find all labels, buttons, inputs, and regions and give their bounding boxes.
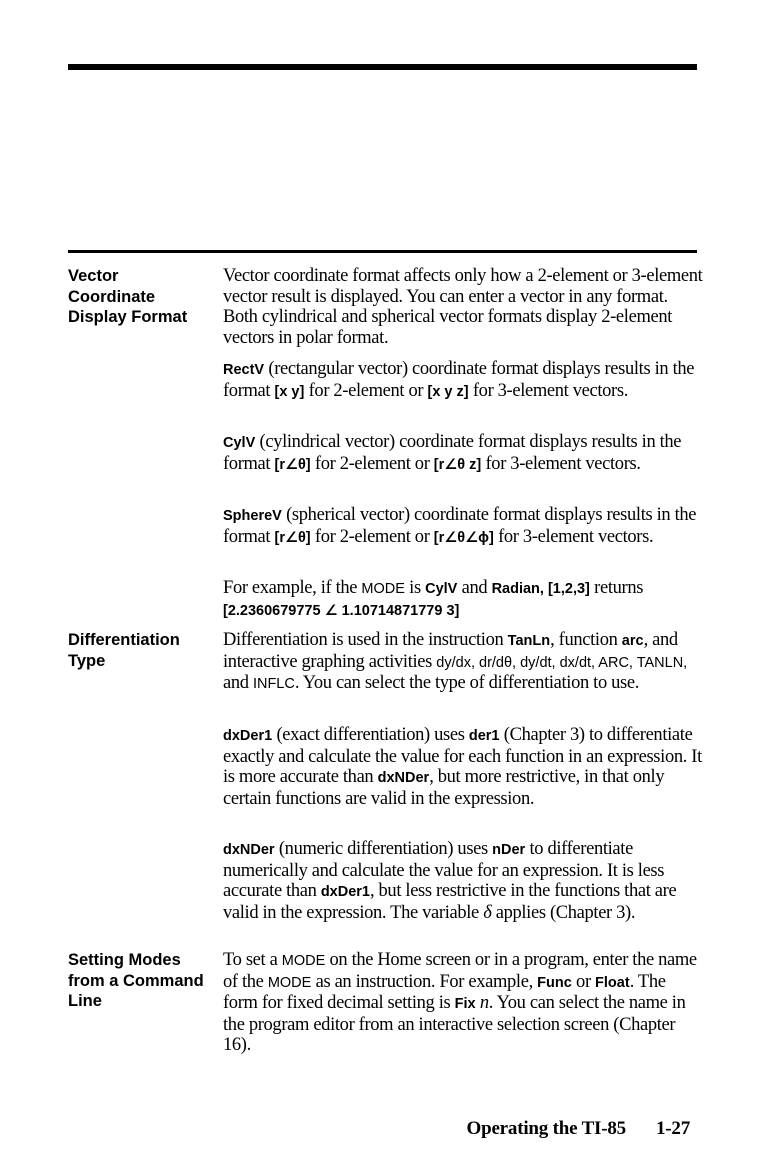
footer-title: Operating the TI-85 bbox=[466, 1118, 626, 1139]
emphasized-term: CylV bbox=[425, 581, 458, 597]
emphasized-term: INFLC bbox=[252, 676, 295, 692]
text-run: (exact differentiation) uses bbox=[272, 725, 469, 745]
emphasized-term: MODE bbox=[281, 953, 326, 969]
side-heading: Differentiation Type bbox=[68, 631, 180, 670]
text-run: for 3-element vectors. bbox=[481, 453, 641, 474]
emphasized-term: arc bbox=[621, 633, 644, 649]
paragraph bbox=[223, 630, 703, 695]
emphasized-term: MODE bbox=[267, 974, 312, 991]
emphasized-term: dxNDer bbox=[377, 770, 430, 786]
side-heading: Vector Coordinate Display Format bbox=[68, 267, 188, 326]
emphasized-term: MODE bbox=[361, 581, 405, 597]
text-run: for 2-element or bbox=[304, 380, 428, 401]
text-run: for 3-element vectors. bbox=[468, 380, 628, 401]
emphasized-term: nDer bbox=[492, 842, 526, 858]
paragraph bbox=[223, 578, 703, 621]
emphasized-term: n bbox=[479, 993, 489, 1013]
text-run: , but more restrictive, in that only certain functions are valid in the expression. bbox=[223, 767, 665, 809]
text-run: Vector coordinate format affects only how a 2-element or 3-element vector result is displayed. You can enter a vector in any format. Both cylindrical and spherical vector formats display 2-element vectors in polar format. bbox=[223, 266, 703, 348]
emphasized-term: δ bbox=[483, 902, 492, 923]
text-run: or bbox=[571, 971, 596, 992]
emphasized-term: [2.2360679775 ∠ 1.10714871779 3] bbox=[223, 602, 460, 619]
text-run: To set a bbox=[223, 950, 282, 970]
emphasized-term: TanLn bbox=[507, 633, 551, 649]
emphasized-term: Radian, [1,2,3] bbox=[491, 581, 590, 597]
emphasized-term: [r∠θ z] bbox=[433, 456, 482, 473]
top-rule bbox=[68, 64, 697, 70]
text-run: (numeric differentiation) uses bbox=[274, 839, 493, 859]
emphasized-term: [x y] bbox=[274, 383, 305, 400]
text-run: on the Home screen or in a program, enter the name of the bbox=[223, 950, 697, 992]
text-run: for 2-element or bbox=[310, 526, 434, 547]
text-run: for 3-element vectors. bbox=[493, 526, 654, 547]
side-heading: Setting Modes from a Command Line bbox=[68, 951, 204, 1010]
text-run: , and interactive graphing activities bbox=[223, 630, 678, 672]
emphasized-term: dxDer1 bbox=[320, 884, 370, 900]
emphasized-term: [r∠θ] bbox=[274, 529, 311, 546]
emphasized-term: [r∠θ∠ϕ] bbox=[433, 529, 494, 546]
section-rule bbox=[68, 250, 697, 253]
emphasized-term: dxDer1 bbox=[223, 728, 273, 744]
paragraph bbox=[223, 725, 703, 809]
text-run: and bbox=[223, 673, 253, 693]
page-number: 1-27 bbox=[655, 1118, 690, 1139]
text-run: (cylindrical vector) coordinate format displays results in the format bbox=[223, 432, 682, 474]
emphasized-term: Float bbox=[595, 974, 630, 991]
text-run: . You can select the name in the program editor from an interactive selection screen (Chapter 16). bbox=[223, 993, 686, 1055]
text-run: , function bbox=[550, 630, 622, 650]
emphasized-term: RectV bbox=[223, 362, 265, 378]
text-run: is bbox=[404, 578, 426, 598]
text-run: (spherical vector) coordinate format displays results in the format bbox=[223, 505, 697, 547]
text-run: as an instruction. For example, bbox=[311, 971, 538, 992]
page-footer bbox=[467, 1118, 691, 1140]
emphasized-term: [x y z] bbox=[427, 383, 469, 400]
text-run: . You can select the type of differentiation to use. bbox=[294, 673, 640, 693]
text-run: to differentiate numerically and calculate the value for an expression. It is less accurate than bbox=[223, 839, 665, 901]
text-run: returns bbox=[589, 578, 644, 598]
emphasized-term: dy/dx, dr/dθ, dy/dt, dx/dt, ARC, TANLN, bbox=[436, 654, 688, 671]
text-run: Differentiation is used in the instruction bbox=[223, 630, 508, 650]
text-run: for 2-element or bbox=[310, 453, 434, 474]
text-run: applies (Chapter 3). bbox=[491, 902, 636, 923]
text-run: (Chapter 3) to differentiate exactly and calculate the value for each function in an expression. It is more accurate than bbox=[223, 725, 702, 787]
emphasized-term: SphereV bbox=[223, 508, 282, 524]
text-run: , but less restrictive in the functions that are valid in the expression. The variable bbox=[223, 881, 677, 923]
text-run: and bbox=[457, 578, 492, 598]
emphasized-term: der1 bbox=[468, 728, 500, 744]
emphasized-term: dxNDer bbox=[223, 842, 275, 858]
emphasized-term: [r∠θ] bbox=[274, 456, 311, 473]
paragraph bbox=[223, 266, 703, 348]
emphasized-term: CylV bbox=[223, 435, 256, 451]
text-run: (rectangular vector) coordinate format displays results in the format bbox=[223, 359, 695, 401]
emphasized-term: Fix bbox=[454, 996, 476, 1012]
emphasized-term: Func bbox=[537, 974, 572, 991]
text-run: . The form for fixed decimal setting is bbox=[223, 971, 666, 1013]
paragraph bbox=[223, 839, 703, 923]
paragraph bbox=[223, 432, 703, 475]
text-run: For example, if the bbox=[223, 578, 362, 598]
paragraph bbox=[223, 359, 703, 402]
paragraph bbox=[223, 950, 703, 1056]
paragraph bbox=[223, 505, 703, 548]
